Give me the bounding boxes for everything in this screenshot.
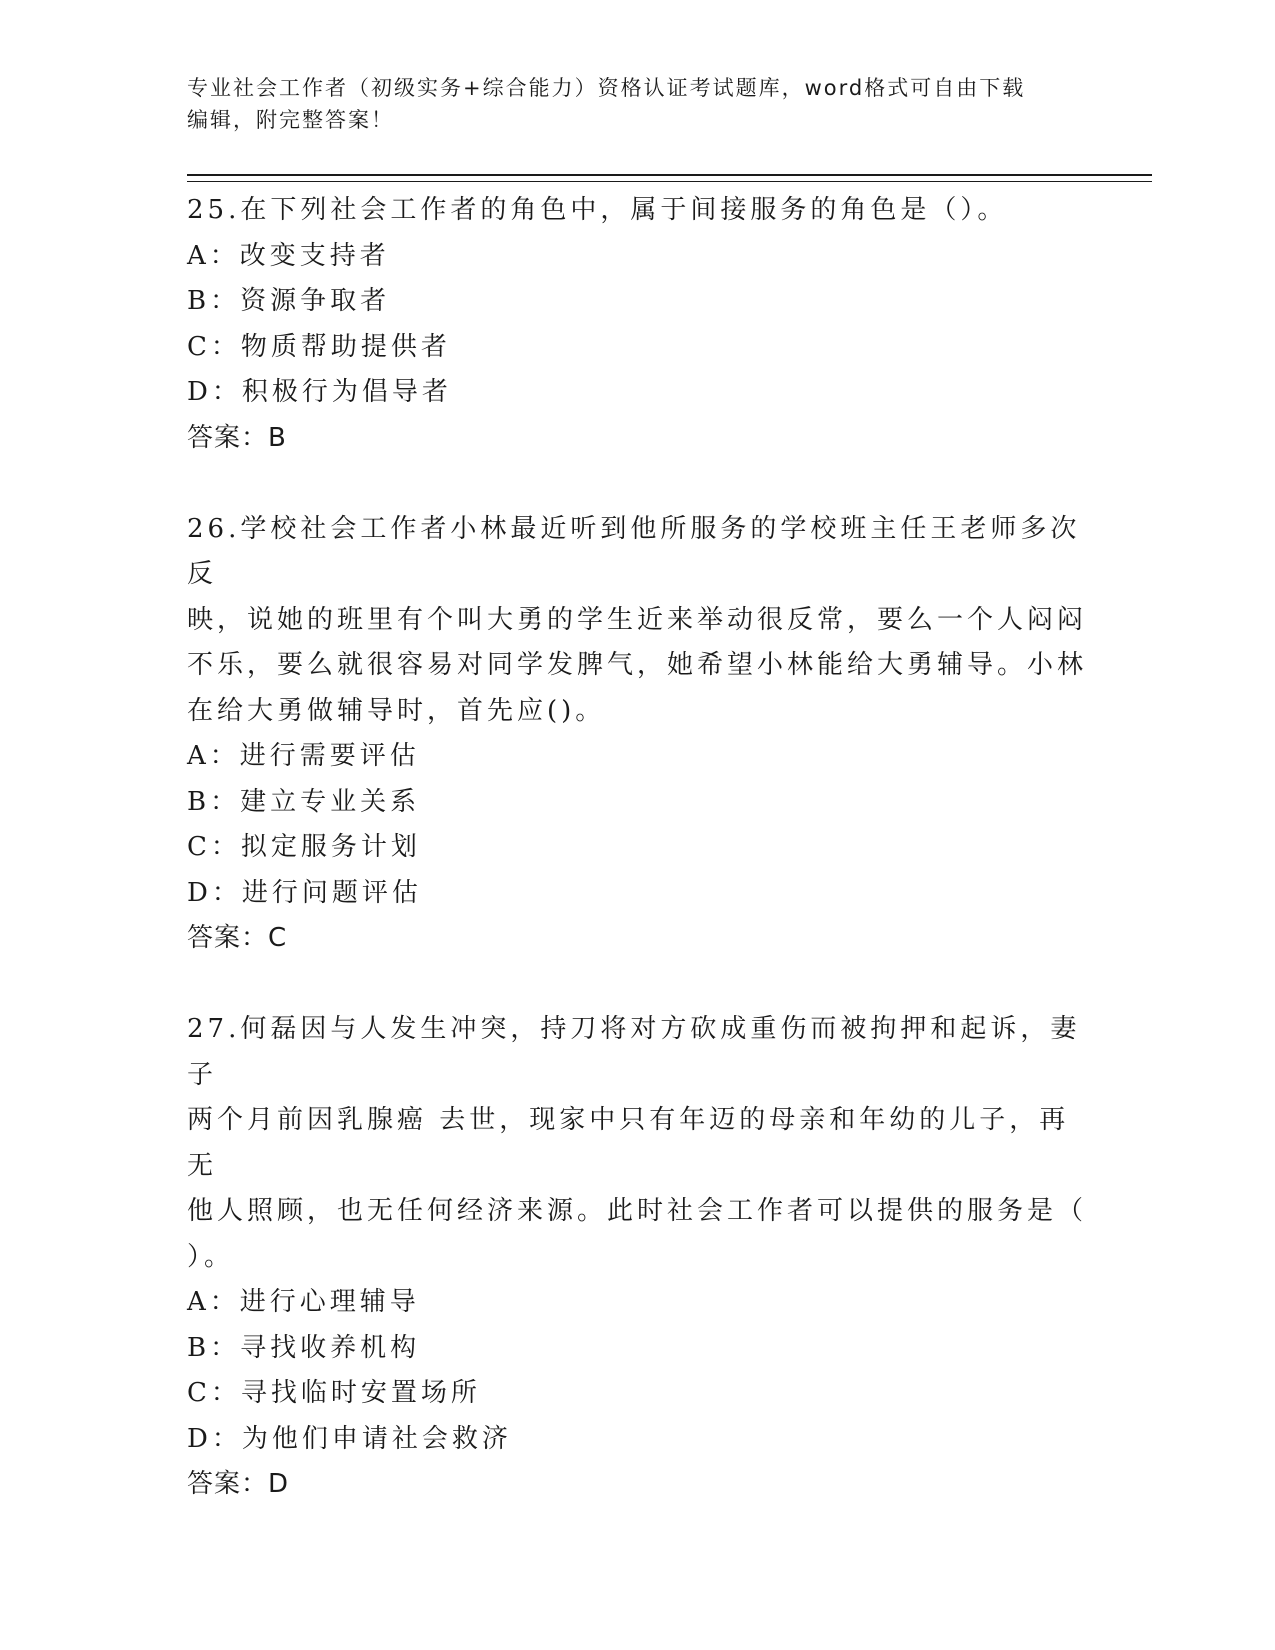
option-c: C：物质帮助提供者 xyxy=(187,331,451,362)
question-25 xyxy=(187,188,1087,461)
question-list xyxy=(187,188,1087,1508)
question-stem-line: 27.何磊因与人发生冲突，持刀将对方砍成重伤而被拘押和起诉，妻子 xyxy=(187,1014,1081,1090)
option-c: C：寻找临时安置场所 xyxy=(187,1378,481,1408)
option-a: A：改变支持者 xyxy=(187,240,390,271)
option-b: B：资源争取者 xyxy=(187,286,391,316)
question-stem-line: 26.学校社会工作者小林最近听到他所服务的学校班主任王老师多次反 xyxy=(187,513,1081,589)
question-stem-line: 在给大勇做辅导时，首先应()。 xyxy=(187,695,606,726)
option-c: C：拟定服务计划 xyxy=(187,832,421,862)
document-header xyxy=(187,72,1087,136)
question-stem-line: 不乐，要么就很容易对同学发脾气，她希望小林能给大勇辅导。小林 xyxy=(187,650,1088,680)
option-b: B：建立专业关系 xyxy=(187,786,421,817)
header-line-1: 专业社会工作者（初级实务+综合能力）资格认证考试题库，word格式可自由下载 xyxy=(187,76,1026,100)
question-spacer xyxy=(187,962,1087,1008)
question-stem-line: 两个月前因乳腺癌 去世，现家中只有年迈的母亲和年幼的儿子，再无 xyxy=(187,1105,1070,1181)
header-divider-thick xyxy=(187,174,1152,176)
option-b: B：寻找收养机构 xyxy=(187,1332,421,1363)
option-d: D：积极行为倡导者 xyxy=(187,377,452,407)
header-line-2: 编辑，附完整答案！ xyxy=(187,108,394,132)
answer-line: 答案：B xyxy=(187,422,287,453)
answer-line: 答案：D xyxy=(187,1469,290,1499)
option-d: D：为他们申请社会救济 xyxy=(187,1423,512,1454)
option-a: A：进行心理辅导 xyxy=(187,1287,420,1317)
header-divider-thin xyxy=(187,181,1152,182)
question-stem-line: ）。 xyxy=(187,1241,235,1272)
question-27 xyxy=(187,1007,1087,1508)
question-stem-line: 25.在下列社会工作者的角色中，属于间接服务的角色是（）。 xyxy=(187,195,1008,225)
answer-line: 答案：C xyxy=(187,923,288,953)
question-stem-line: 映，说她的班里有个叫大勇的学生近来举动很反常，要么一个人闷闷 xyxy=(187,604,1088,635)
option-a: A：进行需要评估 xyxy=(187,741,420,771)
question-spacer xyxy=(187,461,1087,507)
question-stem-line: 他人照顾，也无任何经济来源。此时社会工作者可以提供的服务是（ xyxy=(187,1196,1088,1226)
option-d: D：进行问题评估 xyxy=(187,877,422,908)
question-26 xyxy=(187,507,1087,962)
